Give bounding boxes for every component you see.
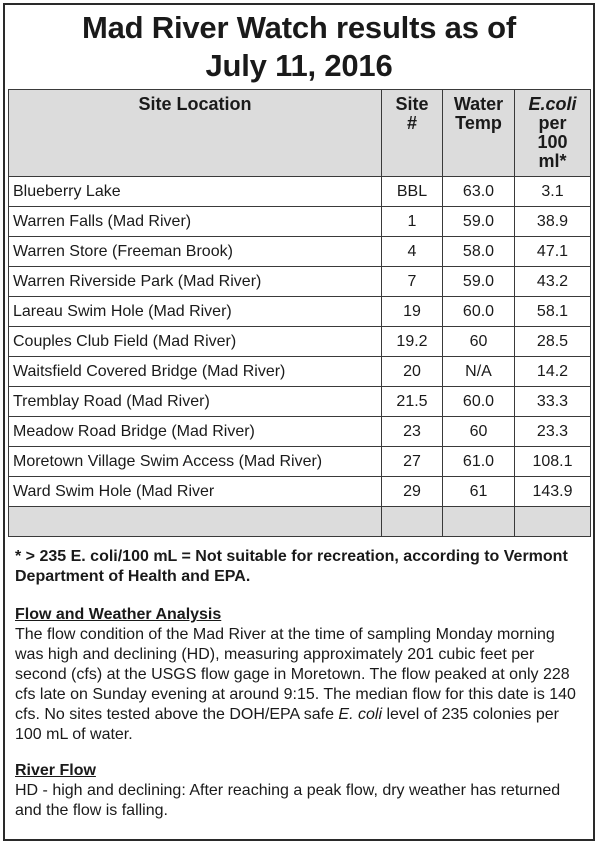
temp-cell: N/A — [443, 357, 515, 387]
report-frame — [3, 3, 595, 841]
table-row — [9, 417, 591, 447]
report-title — [5, 9, 593, 85]
empty-cell — [443, 507, 515, 537]
notes-section — [15, 547, 587, 837]
site-cell: Lareau Swim Hole (Mad River) — [9, 297, 382, 327]
temp-cell: 60.0 — [443, 387, 515, 417]
table-row — [9, 327, 591, 357]
site-number-cell: 27 — [382, 447, 443, 477]
ecoli-cell: 33.3 — [515, 387, 591, 417]
site-cell: Meadow Road Bridge (Mad River) — [9, 417, 382, 447]
table-row — [9, 297, 591, 327]
table-row — [9, 447, 591, 477]
ecoli-cell: 28.5 — [515, 327, 591, 357]
site-cell: Waitsfield Covered Bridge (Mad River) — [9, 357, 382, 387]
temp-cell: 61.0 — [443, 447, 515, 477]
temp-cell: 58.0 — [443, 237, 515, 267]
temp-cell: 63.0 — [443, 177, 515, 207]
site-cell: Warren Store (Freeman Brook) — [9, 237, 382, 267]
ecoli-cell: 23.3 — [515, 417, 591, 447]
temp-cell: 59.0 — [443, 267, 515, 297]
site-number-cell: 19 — [382, 297, 443, 327]
ecoli-cell: 58.1 — [515, 297, 591, 327]
temp-cell: 60 — [443, 327, 515, 357]
ecoli-cell: 47.1 — [515, 237, 591, 267]
header-site-location: Site Location — [9, 90, 382, 177]
table-row — [9, 357, 591, 387]
site-number-cell: 23 — [382, 417, 443, 447]
site-cell: Ward Swim Hole (Mad River — [9, 477, 382, 507]
river-flow-paragraph: HD - high and declining: After reaching a peak flow, dry weather has returned and the flow is falling. — [15, 782, 561, 819]
ecoli-cell: 38.9 — [515, 207, 591, 237]
empty-cell — [382, 507, 443, 537]
river-flow-heading: River Flow — [15, 762, 96, 779]
table-row — [9, 177, 591, 207]
site-number-cell: 20 — [382, 357, 443, 387]
table-header-row — [9, 90, 591, 177]
ecoli-cell: 108.1 — [515, 447, 591, 477]
empty-cell — [515, 507, 591, 537]
header-site-number: Site # — [382, 90, 443, 177]
site-cell: Warren Falls (Mad River) — [9, 207, 382, 237]
title-line-2: July 11, 2016 — [205, 48, 393, 83]
site-number-cell: 29 — [382, 477, 443, 507]
temp-cell: 61 — [443, 477, 515, 507]
site-cell: Moretown Village Swim Access (Mad River) — [9, 447, 382, 477]
header-water-temp: Water Temp — [443, 90, 515, 177]
site-cell: Couples Club Field (Mad River) — [9, 327, 382, 357]
temp-cell: 59.0 — [443, 207, 515, 237]
header-ecoli: E.coli per 100 ml* — [515, 90, 591, 177]
title-line-1: Mad River Watch results as of — [81, 10, 517, 45]
ecoli-cell: 14.2 — [515, 357, 591, 387]
ecoli-cell: 43.2 — [515, 267, 591, 297]
ecoli-cell: 143.9 — [515, 477, 591, 507]
temp-cell: 60.0 — [443, 297, 515, 327]
table-row — [9, 267, 591, 297]
site-cell: Warren Riverside Park (Mad River) — [9, 267, 382, 297]
table-row — [9, 237, 591, 267]
temp-cell: 60 — [443, 417, 515, 447]
footnote: * > 235 E. coli/100 mL = Not suitable for recreation, according to Vermont Department of Health and EPA. — [15, 548, 568, 585]
site-number-cell: 1 — [382, 207, 443, 237]
site-cell: Blueberry Lake — [9, 177, 382, 207]
empty-cell — [9, 507, 382, 537]
site-number-cell: 19.2 — [382, 327, 443, 357]
site-number-cell: 21.5 — [382, 387, 443, 417]
site-number-cell: 4 — [382, 237, 443, 267]
site-cell: Tremblay Road (Mad River) — [9, 387, 382, 417]
table-row — [9, 477, 591, 507]
flow-heading: Flow and Weather Analysis — [15, 606, 222, 623]
flow-paragraph: The flow condition of the Mad River at the time of sampling Monday morning was high and declining (HD), measuring approximately 201 cubic feet per second (cfs) at the USGS flow gage in Moretown. The flow peaked at only 228 cfs late on Sunday evening at around 9:15. The median flow for this date is 140 cfs. No sites tested above the DOH/EPA safe E. coli level of 235 colonies per 100 mL of water. — [15, 626, 576, 743]
site-number-cell: BBL — [382, 177, 443, 207]
table-row — [9, 207, 591, 237]
empty-row — [9, 507, 591, 537]
table-row — [9, 387, 591, 417]
results-table — [8, 89, 591, 537]
ecoli-cell: 3.1 — [515, 177, 591, 207]
site-number-cell: 7 — [382, 267, 443, 297]
